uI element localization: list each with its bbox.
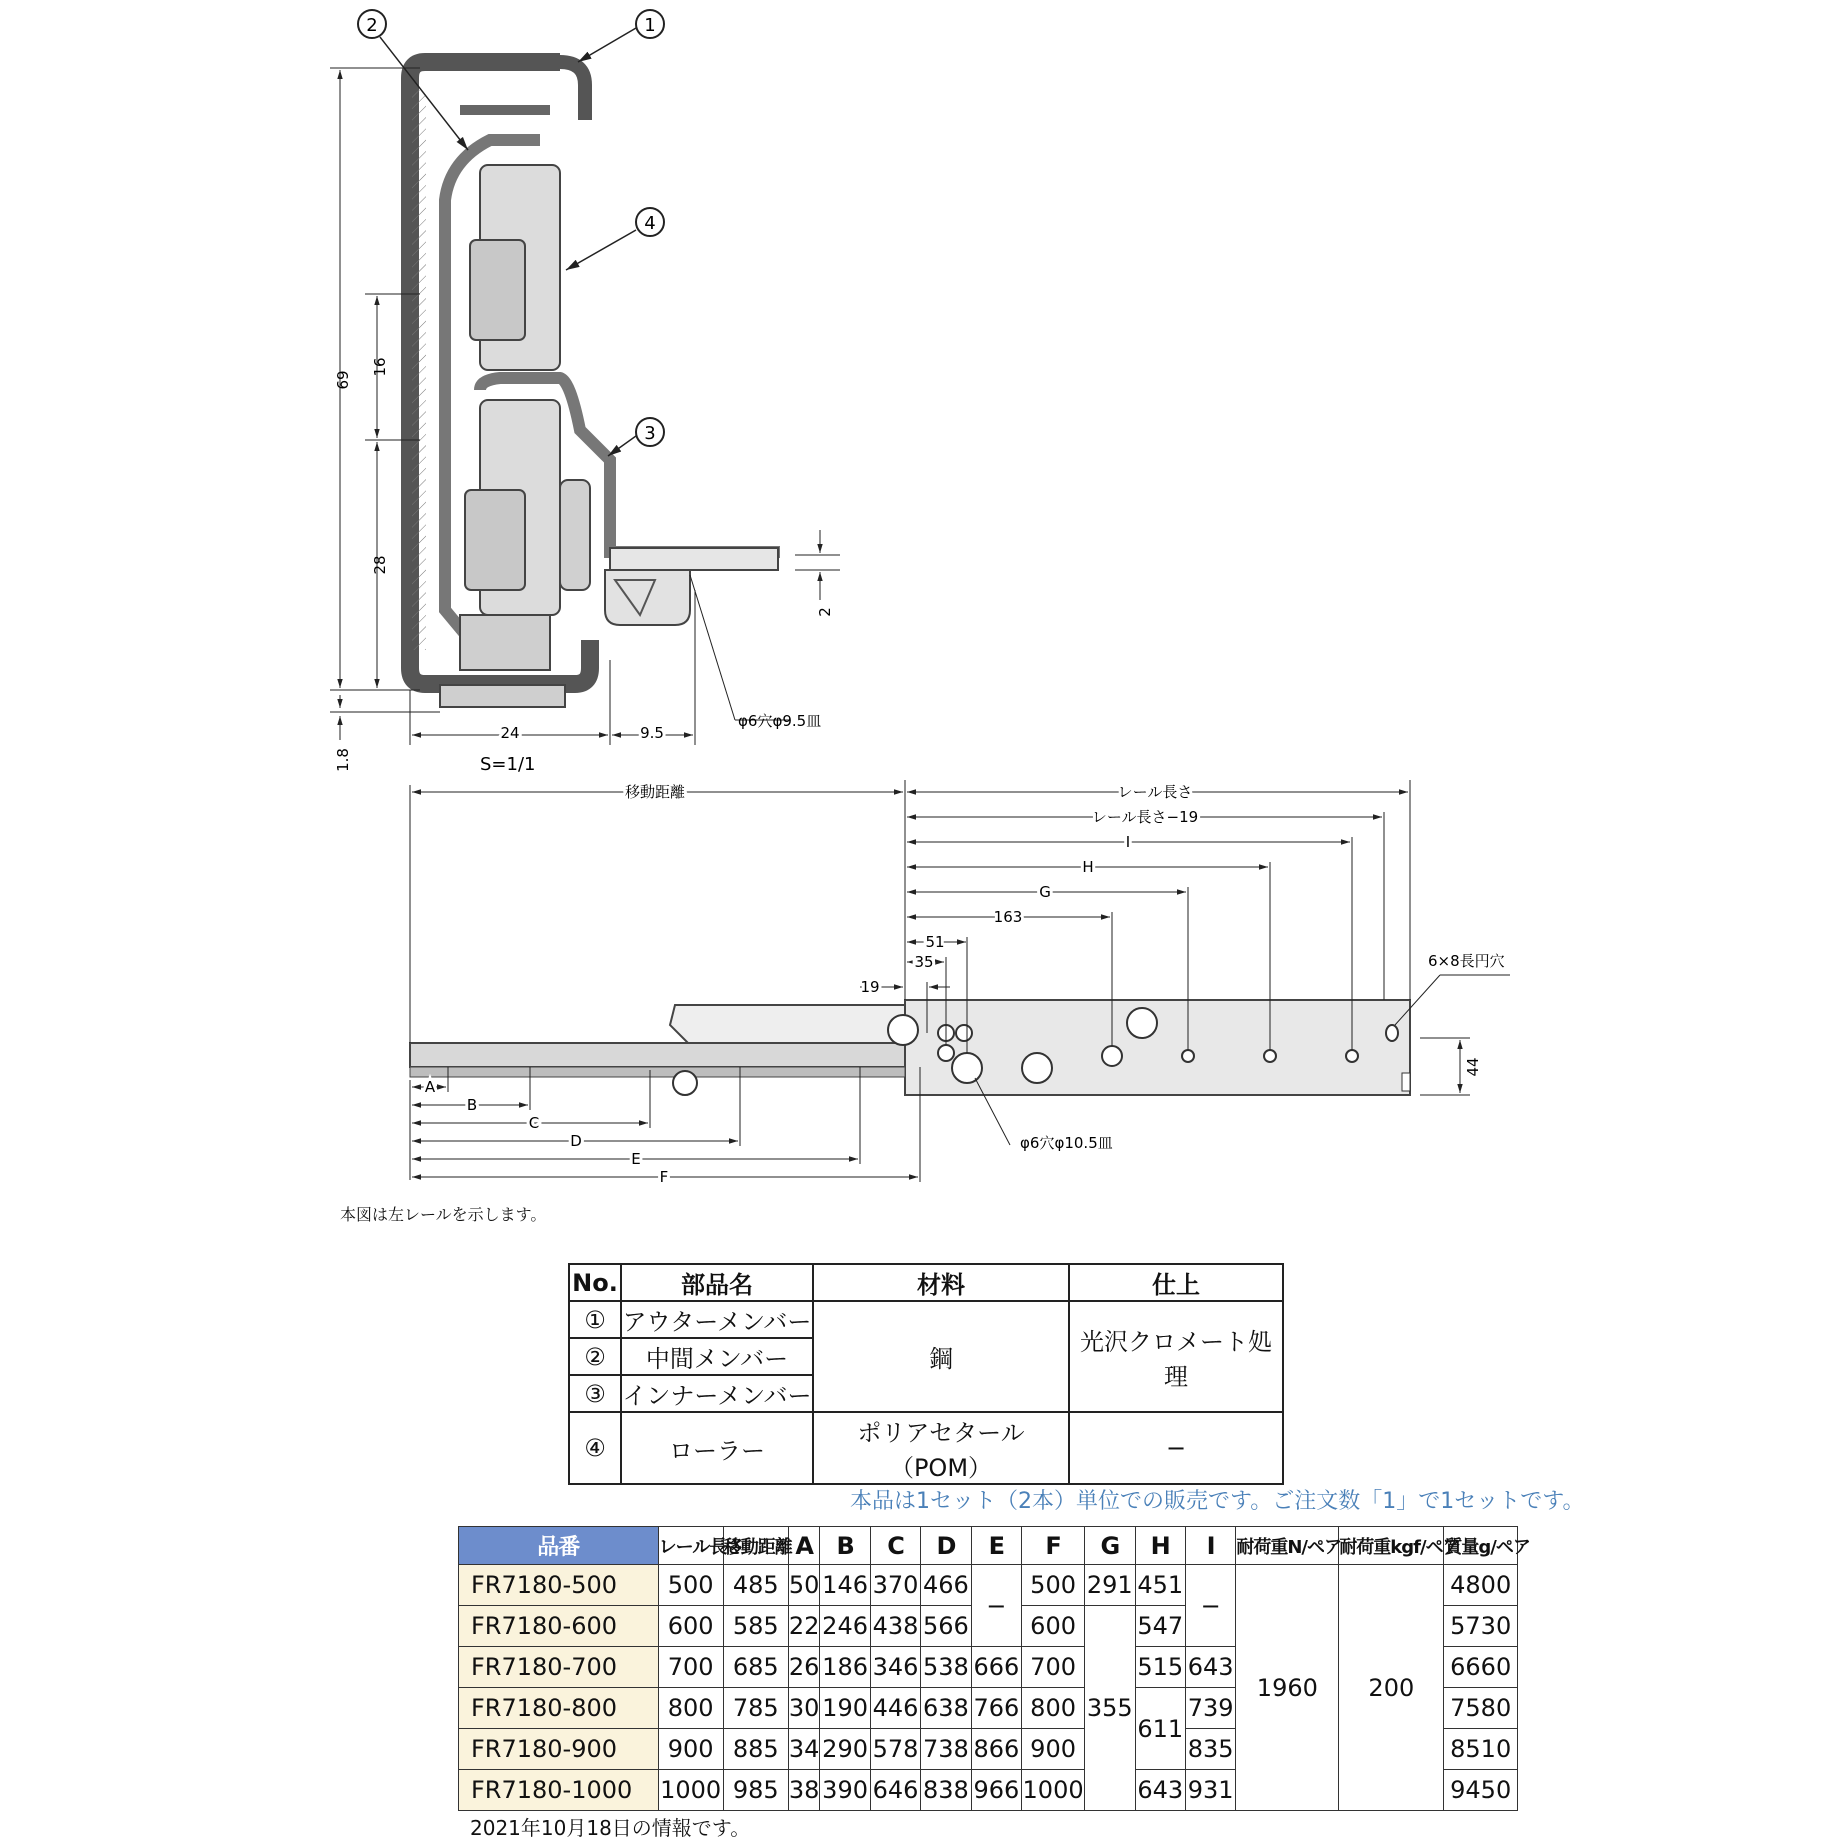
dim-163: 163 bbox=[993, 908, 1023, 926]
material-steel: 鋼 bbox=[813, 1301, 1069, 1412]
table-cell: 耐荷重kgf/ペア bbox=[1339, 1527, 1444, 1565]
dim-2: 2 bbox=[816, 607, 834, 617]
table-cell: D bbox=[921, 1527, 971, 1565]
col-no: No. bbox=[569, 1264, 621, 1301]
svg-text:3: 3 bbox=[644, 423, 656, 444]
cross-section-drawing bbox=[0, 0, 1000, 780]
table-cell: 646 bbox=[870, 1770, 920, 1811]
table-cell: I bbox=[1185, 1527, 1235, 1565]
dim-B: B bbox=[466, 1096, 478, 1114]
load-n: 1960 bbox=[1236, 1565, 1339, 1811]
table-cell: 566 bbox=[921, 1606, 971, 1647]
table-cell: 578 bbox=[870, 1729, 920, 1770]
dim-16: 16 bbox=[371, 357, 389, 377]
col-material: 材料 bbox=[813, 1264, 1069, 1301]
table-cell: FR7180-900 bbox=[459, 1729, 659, 1770]
table-cell: H bbox=[1135, 1527, 1185, 1565]
table-cell: 9450 bbox=[1444, 1770, 1518, 1811]
table-cell: 600 bbox=[658, 1606, 723, 1647]
table-cell: ローラー bbox=[621, 1412, 813, 1484]
dim-E: E bbox=[631, 1150, 641, 1168]
table-cell: FR7180-800 bbox=[459, 1688, 659, 1729]
dim-44: 44 bbox=[1464, 1057, 1482, 1077]
table-cell: 643 bbox=[1135, 1770, 1185, 1811]
table-cell: FR7180-1000 bbox=[459, 1770, 659, 1811]
table-cell: ② bbox=[569, 1338, 621, 1375]
table-cell: B bbox=[820, 1527, 870, 1565]
table-cell: 738 bbox=[921, 1729, 971, 1770]
table-cell: 22 bbox=[788, 1606, 820, 1647]
table-cell: 346 bbox=[870, 1647, 920, 1688]
hole-label-side: φ6穴φ10.5皿 bbox=[1020, 1134, 1113, 1152]
svg-text:2: 2 bbox=[366, 15, 378, 36]
dim-H: H bbox=[1082, 858, 1094, 876]
table-cell: C bbox=[870, 1527, 920, 1565]
table-cell: E bbox=[971, 1527, 1021, 1565]
table-cell: 466 bbox=[921, 1565, 971, 1606]
table-cell: 38 bbox=[788, 1770, 820, 1811]
table-cell: 耐荷重N/ペア bbox=[1236, 1527, 1339, 1565]
table-cell: 585 bbox=[723, 1606, 788, 1647]
table-cell: 8510 bbox=[1444, 1729, 1518, 1770]
dim-travel: 移動距離 bbox=[624, 783, 686, 801]
table-cell: 34 bbox=[788, 1729, 820, 1770]
table-cell: レール長さ bbox=[658, 1527, 723, 1565]
table-cell: 643 bbox=[1185, 1647, 1235, 1688]
finish-none: − bbox=[1069, 1412, 1283, 1484]
dim-51: 51 bbox=[925, 933, 945, 951]
table-cell: − bbox=[971, 1565, 1021, 1647]
table-cell: 500 bbox=[1022, 1565, 1085, 1606]
table-cell: 246 bbox=[820, 1606, 870, 1647]
table-cell: 移動距離 bbox=[723, 1527, 788, 1565]
diagram-note: 本図は左レールを示します。 bbox=[340, 1205, 547, 1224]
table-cell: 190 bbox=[820, 1688, 870, 1729]
dim-C: C bbox=[528, 1114, 540, 1132]
table-cell: 291 bbox=[1085, 1565, 1135, 1606]
parts-header-row bbox=[569, 1264, 1283, 1301]
table-cell: 900 bbox=[658, 1729, 723, 1770]
table-cell: 451 bbox=[1135, 1565, 1185, 1606]
table-cell: 146 bbox=[820, 1565, 870, 1606]
table-cell: 515 bbox=[1135, 1647, 1185, 1688]
outer-rail bbox=[905, 1000, 1410, 1095]
table-cell: 700 bbox=[658, 1647, 723, 1688]
table-cell: 50 bbox=[788, 1565, 820, 1606]
dim-I: I bbox=[1125, 833, 1131, 851]
table-cell: 600 bbox=[1022, 1606, 1085, 1647]
table-cell: 766 bbox=[971, 1688, 1021, 1729]
slot-label: 6×8長円穴 bbox=[1428, 952, 1505, 970]
table-cell: 290 bbox=[820, 1729, 870, 1770]
table-cell: 931 bbox=[1185, 1770, 1235, 1811]
table-cell: 6660 bbox=[1444, 1647, 1518, 1688]
table-cell: FR7180-600 bbox=[459, 1606, 659, 1647]
table-cell: 611 bbox=[1135, 1688, 1185, 1770]
dim-A: A bbox=[424, 1078, 436, 1096]
table-cell: FR7180-700 bbox=[459, 1647, 659, 1688]
table-cell: 838 bbox=[921, 1770, 971, 1811]
table-cell: アウターメンバー bbox=[621, 1301, 813, 1338]
svg-text:1: 1 bbox=[644, 15, 656, 36]
table-row bbox=[459, 1565, 1518, 1606]
table-cell: ① bbox=[569, 1301, 621, 1338]
table-cell: 355 bbox=[1085, 1606, 1135, 1811]
table-cell: 446 bbox=[870, 1688, 920, 1729]
table-cell: 800 bbox=[1022, 1688, 1085, 1729]
col-finish: 仕上 bbox=[1069, 1264, 1283, 1301]
callout-1 bbox=[578, 10, 664, 62]
table-cell: 7580 bbox=[1444, 1688, 1518, 1729]
table-cell: 186 bbox=[820, 1647, 870, 1688]
spec-table bbox=[458, 1526, 1530, 1811]
inner-rail bbox=[410, 1043, 905, 1067]
table-cell: 866 bbox=[971, 1729, 1021, 1770]
dim-rail-length: レール長さ bbox=[1117, 783, 1193, 801]
table-cell: 438 bbox=[870, 1606, 920, 1647]
table-cell: 985 bbox=[723, 1770, 788, 1811]
dim-28: 28 bbox=[371, 555, 389, 575]
table-cell: F bbox=[1022, 1527, 1085, 1565]
dim-D: D bbox=[570, 1132, 582, 1150]
table-cell: 547 bbox=[1135, 1606, 1185, 1647]
table-cell: 4800 bbox=[1444, 1565, 1518, 1606]
dim-69: 69 bbox=[334, 370, 352, 390]
table-cell: 538 bbox=[921, 1647, 971, 1688]
table-row bbox=[569, 1301, 1283, 1338]
table-cell: 966 bbox=[971, 1770, 1021, 1811]
table-cell: 26 bbox=[788, 1647, 820, 1688]
table-cell: 638 bbox=[921, 1688, 971, 1729]
table-cell: ④ bbox=[569, 1412, 621, 1484]
scale-label: S=1/1 bbox=[480, 754, 536, 775]
table-cell: FR7180-500 bbox=[459, 1565, 659, 1606]
table-cell: 900 bbox=[1022, 1729, 1085, 1770]
side-view-drawing bbox=[0, 780, 1505, 1200]
table-cell: 1000 bbox=[1022, 1770, 1085, 1811]
table-cell: 885 bbox=[723, 1729, 788, 1770]
dim-35: 35 bbox=[914, 953, 934, 971]
dim-19: 19 bbox=[860, 978, 880, 996]
table-cell: ③ bbox=[569, 1375, 621, 1412]
table-cell: 785 bbox=[723, 1688, 788, 1729]
table-cell: 835 bbox=[1185, 1729, 1235, 1770]
table-row bbox=[569, 1412, 1283, 1484]
parts-table bbox=[568, 1263, 1284, 1485]
table-cell: 1000 bbox=[658, 1770, 723, 1811]
table-cell: 800 bbox=[658, 1688, 723, 1729]
table-cell: 700 bbox=[1022, 1647, 1085, 1688]
table-cell: 370 bbox=[870, 1565, 920, 1606]
finish-chromate: 光沢クロメート処理 bbox=[1069, 1301, 1283, 1412]
table-cell: 666 bbox=[971, 1647, 1021, 1688]
sale-note: 本品は1セット（2本）単位での販売です。ご注文数「1」で1セットです。 bbox=[850, 1489, 1585, 1514]
dim-rail-length-minus: レール長さ−19 bbox=[1091, 808, 1199, 826]
footer-note: 2021年10月18日の情報です。 bbox=[470, 1816, 751, 1840]
table-cell: 485 bbox=[723, 1565, 788, 1606]
table-cell: 500 bbox=[658, 1565, 723, 1606]
table-cell: G bbox=[1085, 1527, 1135, 1565]
dim-1-8: 1.8 bbox=[334, 748, 352, 772]
material-pom: ポリアセタール（POM） bbox=[813, 1412, 1069, 1484]
dim-9-5: 9.5 bbox=[640, 724, 664, 742]
col-part-name: 部品名 bbox=[621, 1264, 813, 1301]
load-kgf: 200 bbox=[1339, 1565, 1444, 1811]
table-cell: 質量g/ペア bbox=[1444, 1527, 1518, 1565]
col-part-number: 品番 bbox=[459, 1527, 659, 1565]
dim-F: F bbox=[659, 1168, 669, 1186]
dim-G: G bbox=[1039, 883, 1051, 901]
table-cell: 390 bbox=[820, 1770, 870, 1811]
callout-4 bbox=[566, 208, 664, 270]
hole-label-section: φ6穴φ9.5皿 bbox=[738, 712, 822, 730]
table-cell: インナーメンバー bbox=[621, 1375, 813, 1412]
table-cell: 30 bbox=[788, 1688, 820, 1729]
svg-text:4: 4 bbox=[644, 213, 656, 234]
spec-header-row bbox=[459, 1527, 1518, 1565]
table-cell: 739 bbox=[1185, 1688, 1235, 1729]
table-cell: 5730 bbox=[1444, 1606, 1518, 1647]
table-cell: A bbox=[788, 1527, 820, 1565]
table-cell: 中間メンバー bbox=[621, 1338, 813, 1375]
table-cell: − bbox=[1185, 1565, 1235, 1647]
callout-3 bbox=[608, 418, 664, 456]
table-cell: 685 bbox=[723, 1647, 788, 1688]
dim-24: 24 bbox=[500, 724, 520, 742]
